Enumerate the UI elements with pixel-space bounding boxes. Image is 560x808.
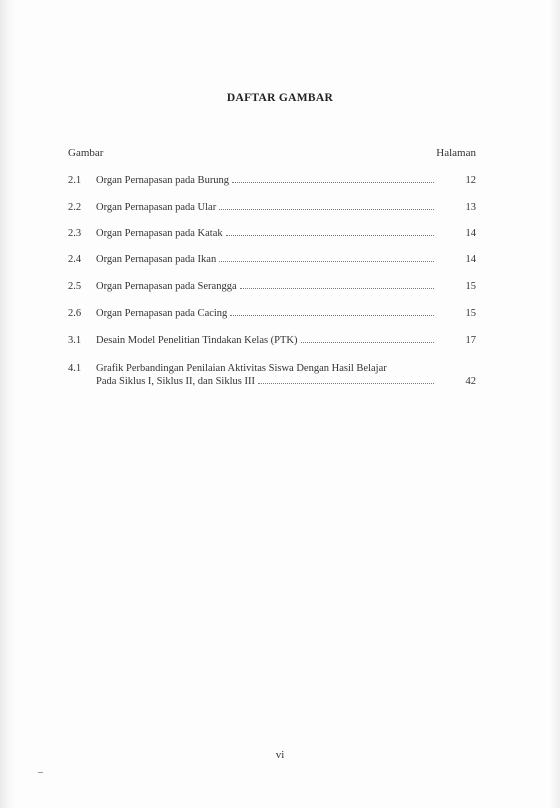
scan-shadow-right — [550, 0, 560, 808]
figure-page-number: 15 — [465, 308, 476, 319]
dot-leader — [226, 227, 434, 236]
figure-caption — [96, 253, 434, 266]
figure-caption — [96, 307, 434, 320]
figure-number: 2.1 — [68, 175, 82, 186]
figure-page-number: 12 — [465, 175, 476, 186]
figure-number: 2.6 — [68, 308, 82, 319]
figure-page-number: 14 — [465, 254, 476, 265]
caption-text: Organ Pernapasan pada Cacing — [96, 308, 228, 319]
caption-line — [96, 280, 434, 293]
caption-line — [96, 334, 434, 347]
figure-page-number: 13 — [465, 202, 476, 213]
figure-page-number: 15 — [465, 281, 476, 292]
figure-number: 2.4 — [68, 254, 82, 265]
figure-number: 2.5 — [68, 281, 82, 292]
caption-text: Desain Model Penelitian Tindakan Kelas (PTK) — [96, 335, 298, 346]
figure-caption — [96, 362, 434, 388]
caption-line — [96, 201, 434, 214]
caption-text: Grafik Perbandingan Penilaian Aktivitas Siswa Dengan Hasil Belajar — [96, 363, 387, 374]
caption-line — [96, 375, 434, 388]
scan-shadow-left — [0, 0, 14, 808]
page-title: DAFTAR GAMBAR — [226, 92, 334, 104]
figure-page-number: 42 — [465, 376, 476, 387]
dot-leader — [219, 253, 434, 262]
dot-leader — [240, 280, 434, 289]
figure-caption — [96, 174, 434, 187]
caption-text: Organ Pernapasan pada Serangga — [96, 281, 237, 292]
scan-speck — [38, 772, 43, 773]
figure-caption — [96, 334, 434, 347]
figure-number: 3.1 — [68, 335, 82, 346]
caption-text: Organ Pernapasan pada Ular — [96, 202, 217, 213]
caption-text: Organ Pernapasan pada Ikan — [96, 254, 217, 265]
dot-leader — [230, 307, 434, 316]
figure-caption — [96, 201, 434, 214]
caption-line — [96, 362, 434, 375]
figure-page-number: 17 — [465, 335, 476, 346]
column-header-halaman: Halaman — [436, 147, 476, 159]
figure-number: 2.3 — [68, 228, 82, 239]
caption-text: Organ Pernapasan pada Burung — [96, 175, 230, 186]
figure-number: 2.2 — [68, 202, 82, 213]
dot-leader — [232, 174, 434, 183]
caption-line — [96, 253, 434, 266]
caption-text: Organ Pernapasan pada Katak — [96, 228, 223, 239]
figure-caption — [96, 227, 434, 240]
page-number: vi — [275, 749, 285, 761]
dot-leader — [258, 375, 434, 384]
caption-line — [96, 307, 434, 320]
caption-line — [96, 174, 434, 187]
caption-text: Pada Siklus I, Siklus II, dan Siklus III — [96, 376, 255, 387]
caption-line — [96, 227, 434, 240]
figure-caption — [96, 280, 434, 293]
figure-number: 4.1 — [68, 363, 82, 374]
figure-page-number: 14 — [465, 228, 476, 239]
dot-leader — [301, 334, 434, 343]
column-header-gambar: Gambar — [68, 147, 104, 159]
dot-leader — [219, 201, 434, 210]
